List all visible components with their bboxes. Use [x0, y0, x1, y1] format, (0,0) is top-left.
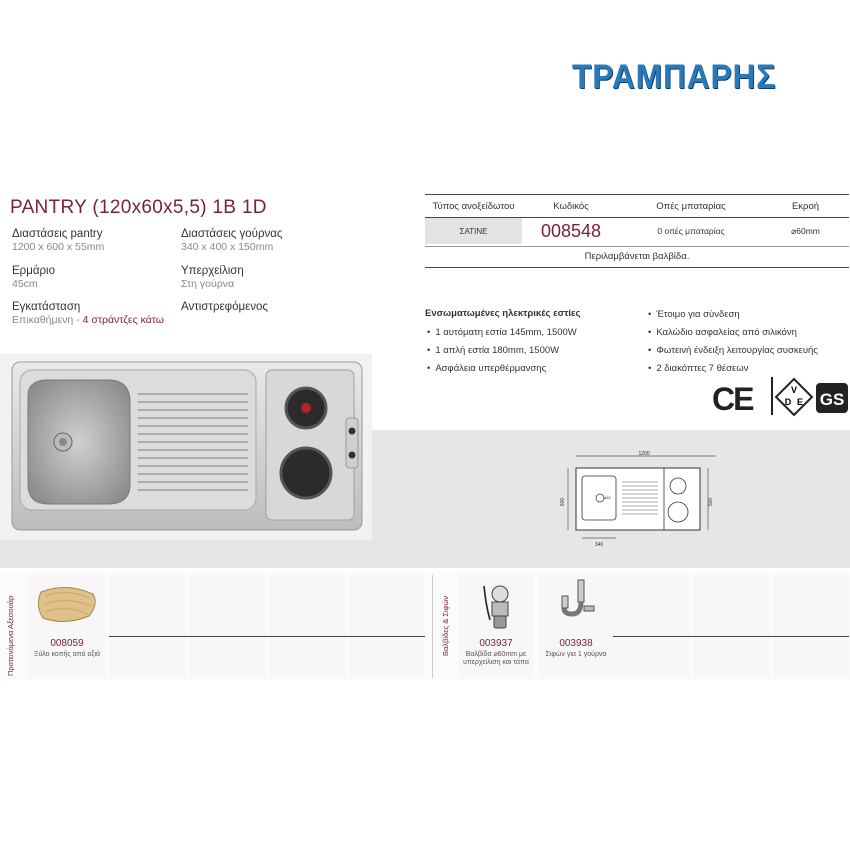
table-note: Περιλαμβάνεται βαλβίδα. [425, 246, 849, 268]
empty-card [189, 575, 265, 678]
divider [109, 636, 425, 637]
dim-outlet: ⌀52 [604, 495, 611, 500]
spec-value: 45cm [12, 278, 38, 290]
section-divider [432, 575, 433, 678]
dim-width: 1200 [638, 451, 650, 457]
empty-card [349, 575, 425, 678]
valve-code: 003937 [479, 638, 513, 649]
spec-pantry-dims [12, 228, 104, 253]
dim-bowl-width: 340 [594, 542, 604, 548]
product-title: PANTRY (120x60x5,5) 1B 1D [10, 197, 267, 218]
product-table [425, 194, 849, 244]
empty-card [693, 575, 769, 678]
empty-card [109, 575, 185, 678]
brand-logo: ΤΡΑΜΠΑΡΗΣ [572, 58, 777, 96]
spec-value: 1200 x 600 x 55mm [12, 241, 105, 253]
spec-reversible [181, 301, 268, 313]
valve-desc: Βαλβίδα ⌀60mm με υπερχείλιση και τάπα [463, 651, 529, 666]
accessory-desc: Ξύλο κοπής από οξιά [33, 651, 101, 658]
siphon-image [560, 578, 596, 628]
vde-e: E [796, 397, 804, 407]
ce-mark: CE [712, 381, 753, 417]
table-header: Εκροή [762, 195, 849, 218]
table-cell-type: ΣΑΤΙΝΕ [425, 218, 522, 245]
cutting-board-image [35, 584, 99, 624]
feature-item: • 1 απλή εστία 180mm, 1500W [427, 345, 559, 356]
table-header: Τύπος ανοξείδωτου [425, 195, 522, 218]
sink-illustration [8, 356, 368, 536]
table-cell-code: 008548 [540, 220, 602, 241]
siphon-code: 003938 [559, 638, 593, 649]
empty-card [773, 575, 849, 678]
spec-value: 340 x 400 x 150mm [181, 241, 274, 253]
spec-overflow [181, 265, 244, 290]
spec-label: Ερμάριο [12, 265, 55, 277]
feature-item: • 1 αυτόματη εστία 145mm, 1500W [427, 327, 577, 338]
feature-item: • Ασφάλεια υπερθέρμανσης [427, 363, 546, 374]
vde-gs-mark [770, 375, 850, 419]
vde-d: D [784, 397, 792, 407]
accessories-label: Προτεινόμενα Αξεσουάρ [6, 595, 15, 676]
spec-value: Επικαθήμενη - [12, 314, 83, 326]
vde-v: V [790, 385, 798, 395]
table-header: Οπές μπαταρίας [620, 195, 762, 218]
gs-text: GS [819, 390, 845, 409]
table-header: Κωδικός [522, 195, 620, 218]
spec-label: Διαστάσεις γούρνας [181, 228, 283, 240]
spec-label: Διαστάσεις pantry [12, 228, 103, 240]
feature-item: • Καλώδιο ασφαλείας από σιλικόνη [648, 327, 797, 338]
spec-label: Αντιστρεφόμενος [181, 301, 268, 313]
spec-bowl-dims [181, 228, 282, 253]
spec-value-highlight: 4 στράντζες κάτω [82, 314, 164, 326]
valves-label: Βαλβίδες & Σιφών [441, 595, 450, 656]
valve-image [480, 580, 514, 632]
accessory-code: 008059 [50, 638, 84, 649]
spec-cabinet [12, 265, 55, 290]
dim-depth: 600 [560, 497, 566, 507]
spec-install [12, 301, 164, 326]
dim-side: 500 [708, 497, 714, 507]
siphon-desc: Σιφών για 1 γούρνα [545, 651, 607, 658]
features-title: Ενσωματωμένες ηλεκτρικές εστίες [425, 308, 581, 319]
technical-drawing [558, 446, 720, 551]
feature-item: • 2 διακόπτες 7 θέσεων [648, 363, 748, 374]
spec-label: Υπερχείλιση [181, 265, 244, 277]
feature-item: • Έτοιμο για σύνδεση [648, 309, 740, 320]
spec-label: Εγκατάσταση [12, 301, 81, 313]
empty-card [613, 575, 689, 678]
table-cell-outlet: ⌀60mm [791, 225, 820, 236]
table-cell-holes: 0 οπές μπαταρίας [657, 226, 725, 236]
divider [613, 636, 849, 637]
empty-card [269, 575, 345, 678]
feature-item: • Φωτεινή ένδειξη λειτουργίας συσκευής [648, 345, 818, 356]
spec-value: Στη γούρνα [181, 278, 235, 290]
